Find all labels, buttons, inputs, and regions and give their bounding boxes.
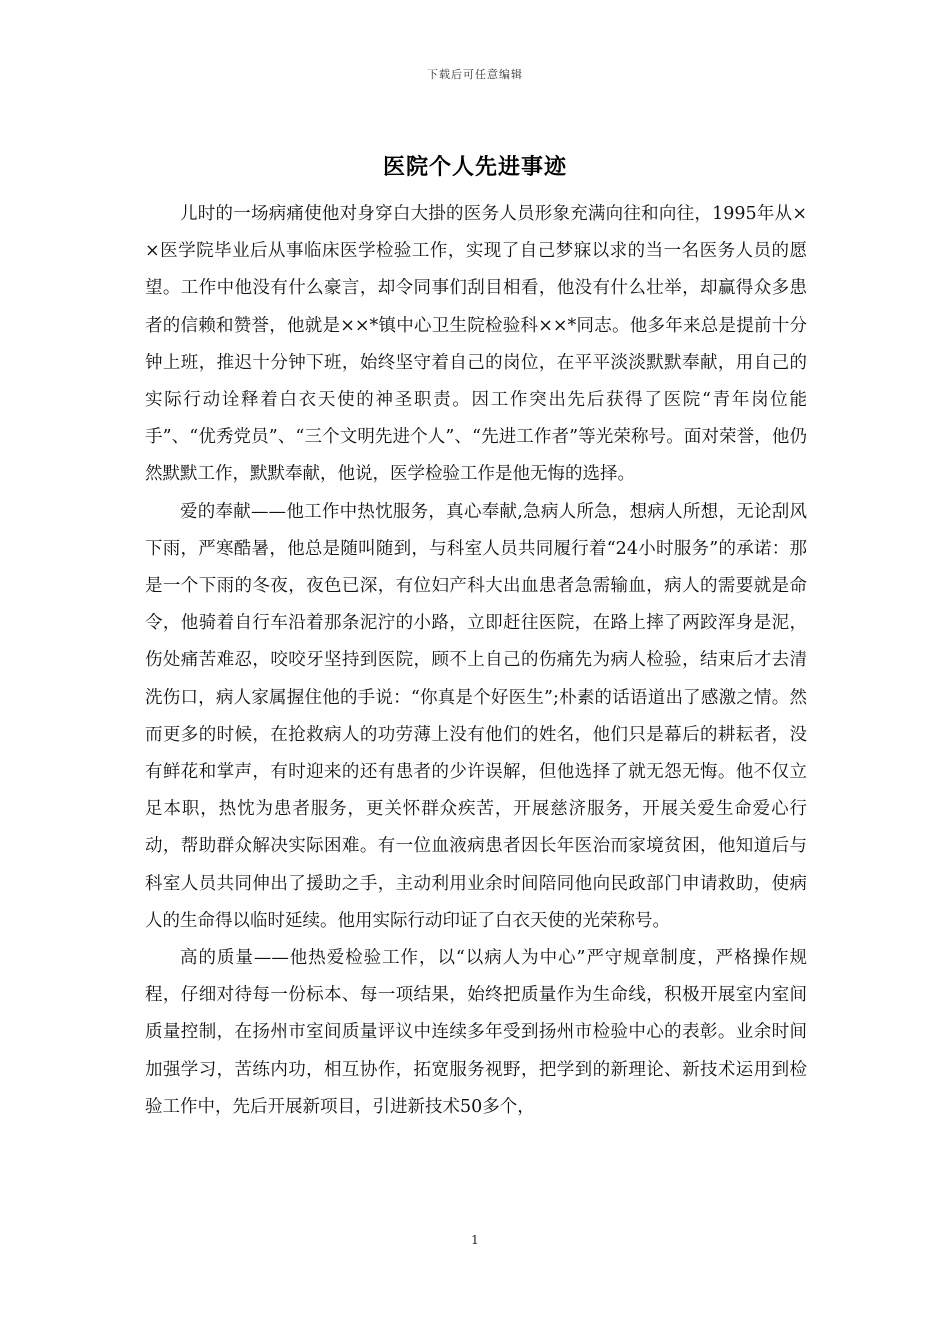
paragraph-dedication: 爱的奉献——他工作中热忱服务，真心奉献,急病人所急，想病人所想，无论刮风下雨，严寒酷暑，他总是随叫随到，与科室人员共同履行着“24小时服务”的承诺：那是一个下雨的冬夜，夜色已深，有位妇产科大出血患者急需输血，病人的需要就是命令，他骑着自行车沿着那条泥泞的小路，立即赶往医院，在路上摔了两跤浑身是泥，伤处痛苦难忍，咬咬牙坚持到医院，顾不上自己的伤痛先为病人检验，结束后才去清洗伤口，病人家属握住他的手说：“你真是个好医生”;朴素的话语道出了感激之情。然而更多的时候，在抢救病人的功劳薄上没有他们的姓名，他们只是幕后的耕耘者，没有鲜花和掌声，有时迎来的还有患者的少许误解，但他选择了就无怨无悔。他不仅立足本职，热忱为患者服务，更关怀群众疾苦，开展慈济服务，开展关爱生命爱心行动，帮助群众解决实际困难。有一位血液病患者因长年医治而家境贫困，他知道后与科室人员共同伸出了援助之手，主动利用业余时间陪同他向民政部门申请救助，使病人的生命得以临时延续。他用实际行动印证了白衣天使的光荣称号。 <box>145 501 807 931</box>
page-header: 下载后可任意编辑 <box>427 68 523 81</box>
paragraph-quality: 高的质量——他热爱检验工作，以“以病人为中心”严守规章制度，严格操作规程，仔细对待每一份标本、每一项结果，始终把质量作为生命线，积极开展室内室间质量控制，在扬州市室间质量评议中连续多年受到扬州市检验中心的表彰。业余时间加强学习，苦练内功，相互协作，拓宽服务视野，把学到的新理论、新技术运用到检验工作中，先后开展新项目，引进新技术50多个， <box>145 948 807 1117</box>
paragraph-intro: 儿时的一场病痛使他对身穿白大掛的医务人员形象充满向往和向往，1995年从××医学院毕业后从事临床医学检验工作，实现了自己梦寐以求的当一名医务人员的愿望。工作中他没有什么豪言，却令同事们刮目相看，他没有什么壮举，却赢得众多患者的信赖和赞誉，他就是××*镇中心卫生院检验科××*同志。他多年来总是提前十分钟上班，推迟十分钟下班，始终坚守着自己的岗位，在平平淡淡默默奉献，用自己的实际行动诠释着白衣天使的神圣职责。因工作突出先后获得了医院“青年岗位能手”、“优秀党员”、“三个文明先进个人”、“先进工作者”等光荣称号。面对荣誉，他仍然默默工作，默默奉献，他说，医学检验工作是他无悔的选择。 <box>145 204 807 485</box>
document-title: 医院个人先进事迹 <box>382 154 567 180</box>
page-number: 1 <box>471 1233 479 1247</box>
document-body <box>145 196 807 1126</box>
